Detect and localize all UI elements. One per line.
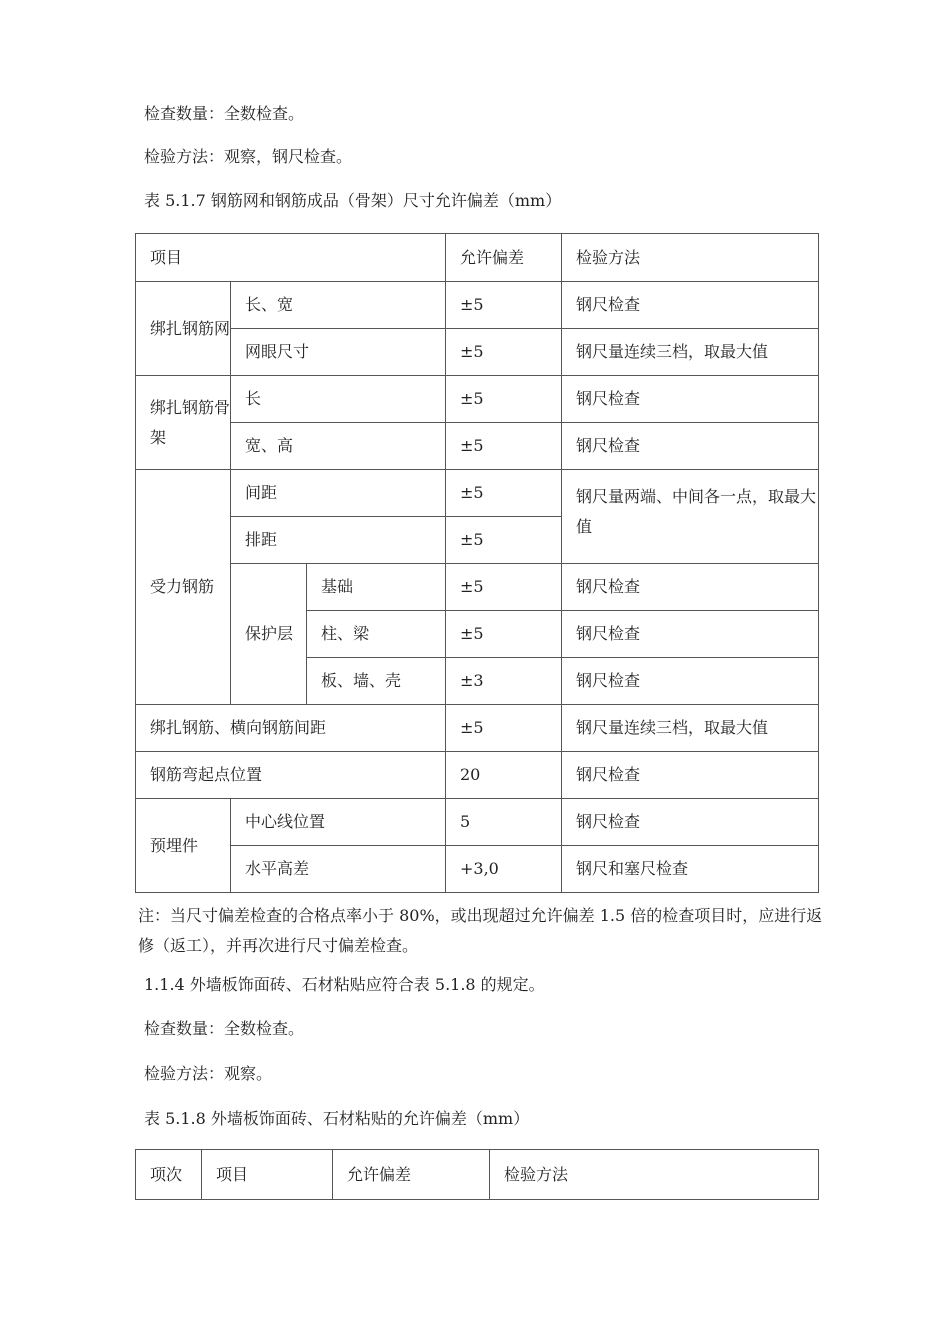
header-tolerance: 允许偏差 — [446, 234, 562, 282]
item-cell: 水平高差 — [231, 846, 446, 893]
table-row — [136, 799, 819, 846]
tolerance-cell: 5 — [446, 799, 562, 846]
method-cell: 钢尺检查 — [562, 564, 819, 611]
subgroup-label: 保护层 — [231, 564, 307, 705]
header-method: 检验方法 — [490, 1150, 819, 1200]
table-row — [136, 282, 819, 329]
method-cell: 钢尺检查 — [562, 282, 819, 329]
tolerance-cell: ±5 — [446, 329, 562, 376]
method-cell: 钢尺检查 — [562, 658, 819, 705]
table-row — [136, 752, 819, 799]
tolerance-cell: ±5 — [446, 282, 562, 329]
item-cell: 长 — [231, 376, 446, 423]
tolerance-cell: ±5 — [446, 564, 562, 611]
tolerance-cell: ±5 — [446, 611, 562, 658]
tolerance-cell: ±5 — [446, 470, 562, 517]
item-cell: 网眼尺寸 — [231, 329, 446, 376]
inspection-quantity-text: 检查数量：全数检查。 — [144, 1019, 305, 1038]
item-cell: 宽、高 — [231, 423, 446, 470]
table-row — [136, 376, 819, 423]
item-cell: 柱、梁 — [307, 611, 446, 658]
method-cell: 钢尺检查 — [562, 799, 819, 846]
method-cell: 钢尺检查 — [562, 611, 819, 658]
table-518 — [135, 1149, 819, 1200]
table-row — [136, 846, 819, 893]
table-517-caption: 表 5.1.7 钢筋网和钢筋成品（骨架）尺寸允许偏差（mm） — [144, 191, 562, 210]
table-header-row — [136, 234, 819, 282]
tolerance-cell: 20 — [446, 752, 562, 799]
item-cell: 绑扎钢筋、横向钢筋间距 — [136, 705, 446, 752]
group-label: 受力钢筋 — [136, 470, 231, 705]
tolerance-cell: ±5 — [446, 423, 562, 470]
inspection-method-text: 检验方法：观察。 — [144, 1064, 273, 1083]
table-row — [136, 423, 819, 470]
header-method: 检验方法 — [562, 234, 819, 282]
method-cell: 钢尺检查 — [562, 752, 819, 799]
method-cell: 钢尺检查 — [562, 376, 819, 423]
inspection-method-text: 检验方法：观察，钢尺检查。 — [144, 147, 353, 166]
method-cell: 钢尺量两端、中间各一点，取最大值 — [562, 470, 819, 564]
tolerance-cell: ±5 — [446, 705, 562, 752]
table-note: 注：当尺寸偏差检查的合格点率小于 80%，或出现超过允许偏差 1.5 倍的检查项目时，应进行返修（返工），并再次进行尺寸偏差检查。 — [138, 906, 823, 955]
header-tolerance: 允许偏差 — [333, 1150, 490, 1200]
table-row — [136, 329, 819, 376]
item-cell: 长、宽 — [231, 282, 446, 329]
group-label: 绑扎钢筋网 — [136, 282, 231, 376]
table-row — [136, 564, 819, 611]
item-cell: 间距 — [231, 470, 446, 517]
section-114-text: 1.1.4 外墙板饰面砖、石材粘贴应符合表 5.1.8 的规定。 — [144, 975, 545, 994]
item-cell: 钢筋弯起点位置 — [136, 752, 446, 799]
table-517 — [135, 233, 819, 893]
inspection-quantity-text: 检查数量：全数检查。 — [144, 104, 305, 123]
item-cell: 排距 — [231, 517, 446, 564]
table-header-row — [136, 1150, 819, 1200]
method-cell: 钢尺量连续三档，取最大值 — [562, 705, 819, 752]
tolerance-cell: ±3 — [446, 658, 562, 705]
table-518-caption: 表 5.1.8 外墙板饰面砖、石材粘贴的允许偏差（mm） — [144, 1109, 530, 1128]
tolerance-cell: ±5 — [446, 517, 562, 564]
group-label: 绑扎钢筋骨架 — [136, 376, 231, 470]
table-row — [136, 705, 819, 752]
header-item: 项目 — [136, 234, 446, 282]
tolerance-cell: ±5 — [446, 376, 562, 423]
tolerance-cell: +3,0 — [446, 846, 562, 893]
header-item: 项目 — [202, 1150, 333, 1200]
method-cell: 钢尺和塞尺检查 — [562, 846, 819, 893]
method-cell: 钢尺检查 — [562, 423, 819, 470]
item-cell: 基础 — [307, 564, 446, 611]
group-label: 预埋件 — [136, 799, 231, 893]
header-seq: 项次 — [136, 1150, 202, 1200]
item-cell: 中心线位置 — [231, 799, 446, 846]
item-cell: 板、墙、壳 — [307, 658, 446, 705]
table-row — [136, 470, 819, 517]
method-cell: 钢尺量连续三档，取最大值 — [562, 329, 819, 376]
